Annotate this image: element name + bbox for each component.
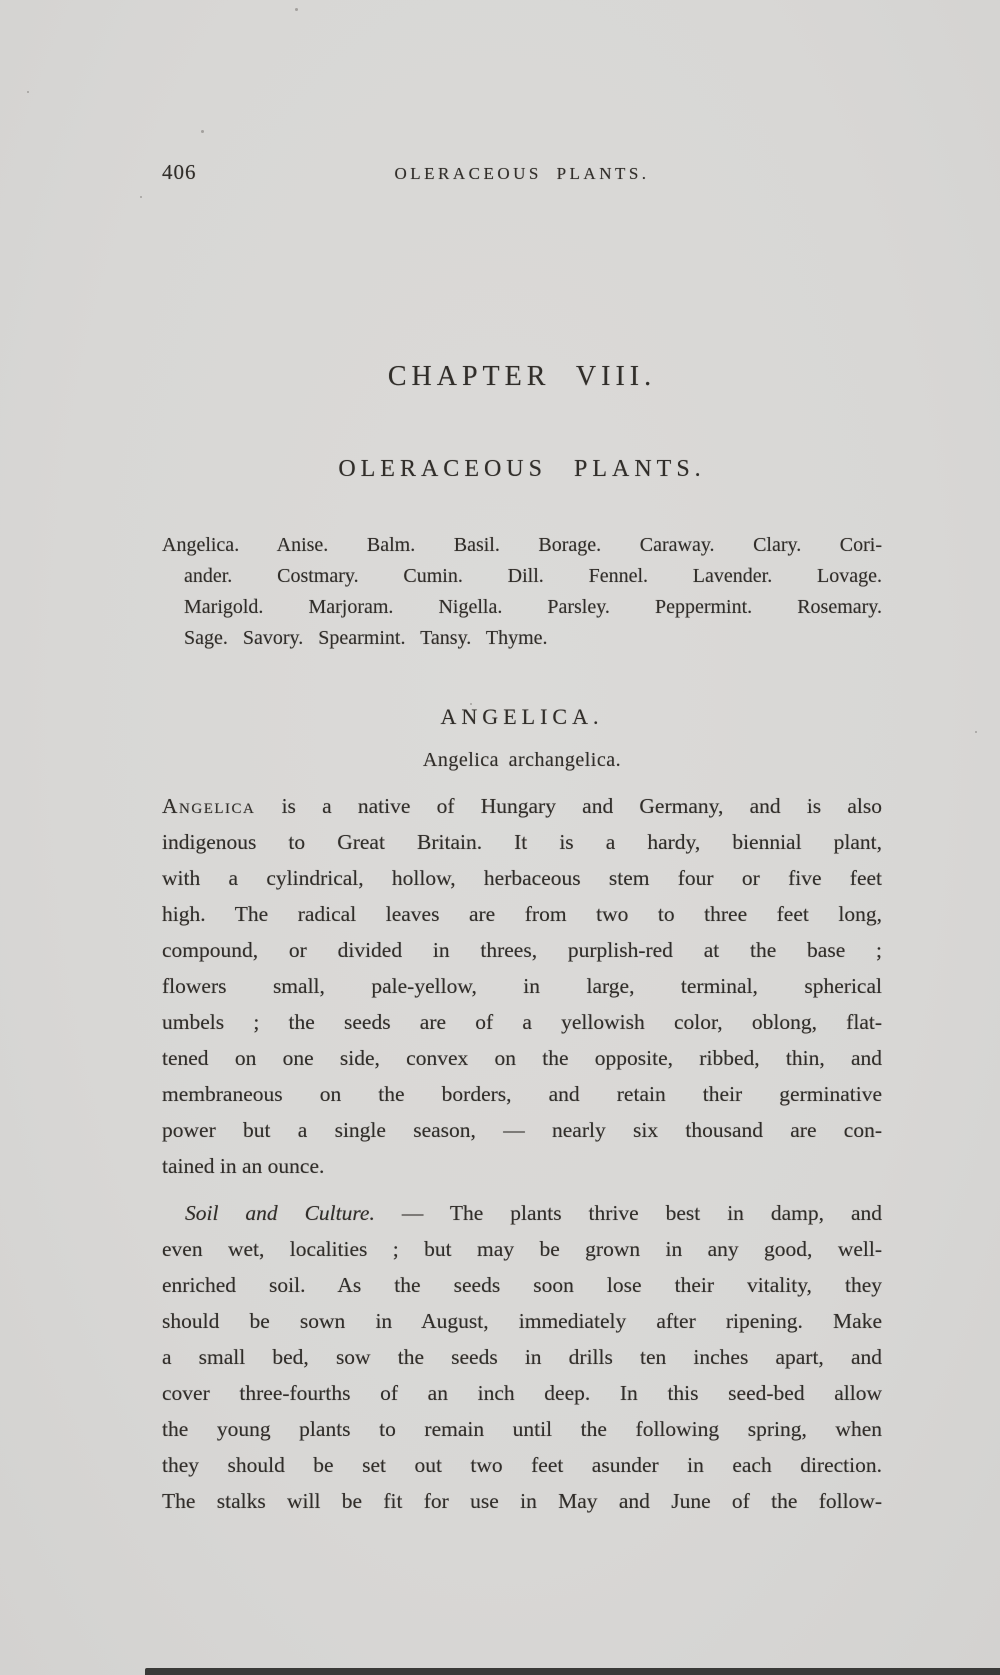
index-line: Sage. Savory. Spearmint. Tansy. Thyme. [184, 627, 548, 649]
paragraph-line [162, 1195, 882, 1231]
lead-phrase-italic: Soil and Culture. [185, 1201, 375, 1225]
lead-word-smallcaps: Angelica [162, 794, 256, 818]
page-number: 406 [162, 160, 197, 184]
section-heading: ANGELICA. [440, 704, 604, 729]
chapter-heading: CHAPTER VIII. [387, 361, 657, 392]
paragraph-line: should be sown in August, immediately after ripening. Make [162, 1309, 882, 1333]
paragraph-line: cover three-fourths of an inch deep. In this seed-bed allow [162, 1381, 882, 1405]
paragraph-line: membraneous on the borders, and retain their germinative [162, 1082, 882, 1106]
scan-edge-shadow [145, 1668, 1000, 1675]
paragraph-line: they should be set out two feet asunder in each direction. [162, 1453, 882, 1477]
running-title: OLERACEOUS PLANTS. [394, 164, 650, 183]
paragraph-lines [162, 824, 882, 1184]
paragraph-line: the young plants to remain until the following spring, when [162, 1417, 882, 1441]
paragraph-line [162, 788, 882, 824]
paragraph-line: enriched soil. As the seeds soon lose their vitality, they [162, 1273, 882, 1297]
running-header [162, 160, 882, 190]
scan-speck [27, 91, 29, 93]
paragraph-botanical-description [162, 788, 882, 1184]
paragraph-line: with a cylindrical, hollow, herbaceous stem four or five feet [162, 866, 882, 890]
line-text: is a native of Hungary and Germany, and is also [281, 794, 883, 818]
paragraph-line: indigenous to Great Britain. It is a hardy, biennial plant, [162, 830, 882, 854]
paragraph-line: flowers small, pale-yellow, in large, terminal, spherical [162, 974, 882, 998]
paragraph-line: high. The radical leaves are from two to three feet long, [162, 902, 882, 926]
line-text: — The plants thrive best in damp, and [401, 1201, 882, 1225]
paragraph-line: umbels ; the seeds are of a yellowish color, oblong, flat- [162, 1010, 882, 1034]
scan-speck [140, 196, 142, 198]
index-line: ander. Costmary. Cumin. Dill. Fennel. Lavender. Lovage. [184, 565, 882, 587]
paragraph-line: even wet, localities ; but may be grown in any good, well- [162, 1237, 882, 1261]
chapter-plant-index [162, 530, 882, 654]
paragraph-line: power but a single season, — nearly six thousand are con- [162, 1118, 882, 1142]
chapter-title: OLERACEOUS PLANTS. [338, 456, 706, 482]
index-continuation [184, 561, 882, 654]
index-line: Angelica. Anise. Balm. Basil. Borage. Caraway. Clary. Cori- [162, 534, 882, 556]
page-body [162, 190, 882, 1519]
paragraph-line: tened on one side, convex on the opposite, ribbed, thin, and [162, 1046, 882, 1070]
paragraph-line: tained in an ounce. [162, 1154, 325, 1178]
paragraph-line: The stalks will be fit for use in May and June of the follow- [162, 1489, 882, 1513]
species-name: Angelica archangelica. [422, 749, 622, 771]
paragraph-soil-and-culture [162, 1195, 882, 1519]
scan-speck [295, 8, 298, 11]
paragraph-line: compound, or divided in threes, purplish-red at the base ; [162, 938, 882, 962]
index-line: Marigold. Marjoram. Nigella. Parsley. Peppermint. Rosemary. [184, 596, 882, 618]
paragraph-lines [162, 1231, 882, 1519]
scan-speck [975, 731, 977, 733]
scan-speck [201, 130, 204, 133]
paragraph-line: a small bed, sow the seeds in drills ten inches apart, and [162, 1345, 882, 1369]
